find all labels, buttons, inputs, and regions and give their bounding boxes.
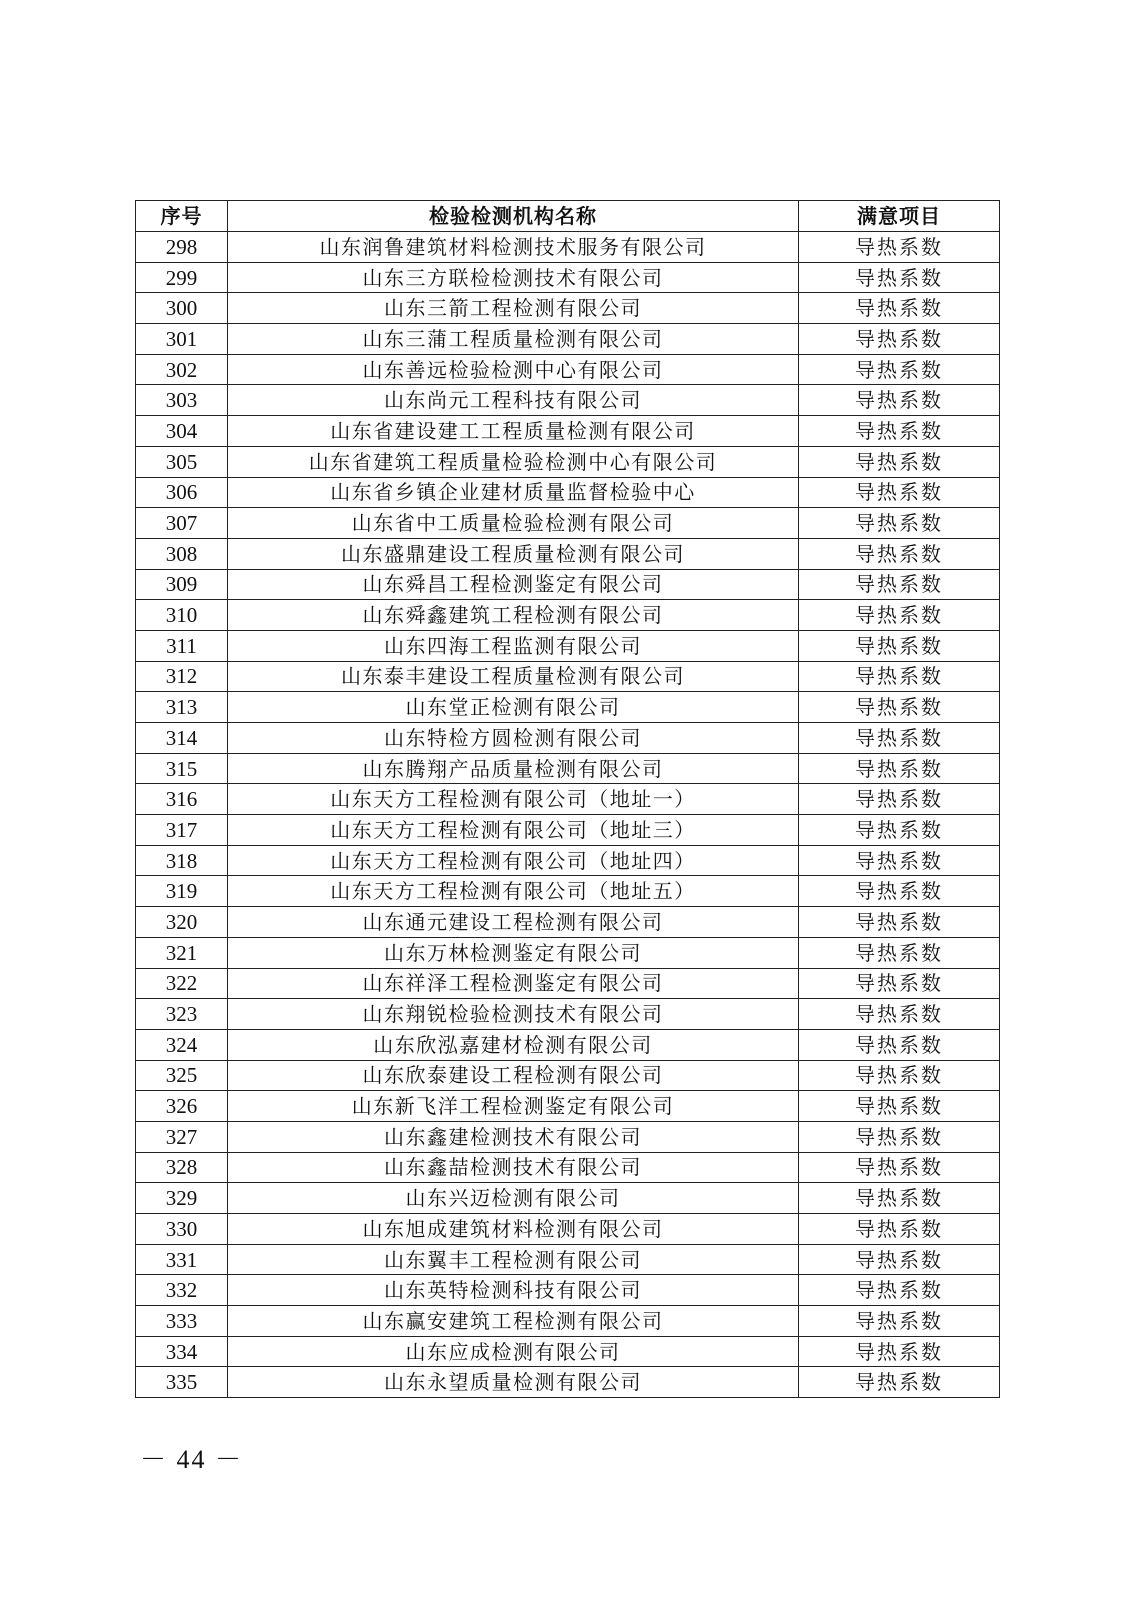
row-satisfactory-item: 导热系数: [799, 293, 1000, 324]
row-satisfactory-item: 导热系数: [799, 569, 1000, 600]
row-institution-name: 山东润鲁建筑材料检测技术服务有限公司: [228, 232, 799, 263]
row-satisfactory-item: 导热系数: [799, 1244, 1000, 1275]
row-satisfactory-item: 导热系数: [799, 1306, 1000, 1337]
row-serial-number: 323: [136, 999, 228, 1030]
row-institution-name: 山东特检方圆检测有限公司: [228, 723, 799, 754]
row-institution-name: 山东三箭工程检测有限公司: [228, 293, 799, 324]
header-satisfactory-item: 满意项目: [799, 201, 1000, 232]
row-serial-number: 334: [136, 1336, 228, 1367]
table-row: [136, 1367, 1000, 1398]
table-row: [136, 845, 1000, 876]
row-satisfactory-item: 导热系数: [799, 416, 1000, 447]
row-satisfactory-item: 导热系数: [799, 1091, 1000, 1122]
row-serial-number: 307: [136, 508, 228, 539]
row-satisfactory-item: 导热系数: [799, 262, 1000, 293]
row-serial-number: 324: [136, 1029, 228, 1060]
row-serial-number: 317: [136, 815, 228, 846]
table-row: [136, 416, 1000, 447]
table-row: [136, 508, 1000, 539]
row-serial-number: 330: [136, 1214, 228, 1245]
row-satisfactory-item: 导热系数: [799, 630, 1000, 661]
row-serial-number: 318: [136, 845, 228, 876]
row-satisfactory-item: 导热系数: [799, 723, 1000, 754]
row-institution-name: 山东旭成建筑材料检测有限公司: [228, 1214, 799, 1245]
row-institution-name: 山东善远检验检测中心有限公司: [228, 354, 799, 385]
row-institution-name: 山东应成检测有限公司: [228, 1336, 799, 1367]
table-row: [136, 1121, 1000, 1152]
row-serial-number: 302: [136, 354, 228, 385]
row-serial-number: 306: [136, 477, 228, 508]
row-satisfactory-item: 导热系数: [799, 1029, 1000, 1060]
row-serial-number: 316: [136, 784, 228, 815]
row-serial-number: 314: [136, 723, 228, 754]
row-satisfactory-item: 导热系数: [799, 1336, 1000, 1367]
row-institution-name: 山东翼丰工程检测有限公司: [228, 1244, 799, 1275]
table-header: [136, 201, 1000, 232]
row-serial-number: 333: [136, 1306, 228, 1337]
row-satisfactory-item: 导热系数: [799, 784, 1000, 815]
table-row: [136, 1336, 1000, 1367]
header-institution-name: 检验检测机构名称: [228, 201, 799, 232]
row-serial-number: 320: [136, 907, 228, 938]
table-row: [136, 1091, 1000, 1122]
row-satisfactory-item: 导热系数: [799, 692, 1000, 723]
row-satisfactory-item: 导热系数: [799, 907, 1000, 938]
row-institution-name: 山东四海工程监测有限公司: [228, 630, 799, 661]
row-institution-name: 山东鑫建检测技术有限公司: [228, 1121, 799, 1152]
table-row: [136, 999, 1000, 1030]
row-satisfactory-item: 导热系数: [799, 385, 1000, 416]
row-institution-name: 山东天方工程检测有限公司（地址一）: [228, 784, 799, 815]
row-serial-number: 312: [136, 661, 228, 692]
row-institution-name: 山东省中工质量检验检测有限公司: [228, 508, 799, 539]
row-serial-number: 311: [136, 630, 228, 661]
row-serial-number: 310: [136, 600, 228, 631]
row-serial-number: 322: [136, 968, 228, 999]
row-institution-name: 山东鑫喆检测技术有限公司: [228, 1152, 799, 1183]
institution-table: [135, 200, 1000, 1398]
row-institution-name: 山东翔锐检验检测技术有限公司: [228, 999, 799, 1030]
table-row: [136, 446, 1000, 477]
row-satisfactory-item: 导热系数: [799, 1214, 1000, 1245]
row-institution-name: 山东省乡镇企业建材质量监督检验中心: [228, 477, 799, 508]
table-row: [136, 538, 1000, 569]
page-number: － 44 －: [140, 1445, 244, 1474]
row-satisfactory-item: 导热系数: [799, 845, 1000, 876]
row-satisfactory-item: 导热系数: [799, 446, 1000, 477]
table-row: [136, 1275, 1000, 1306]
table-row: [136, 784, 1000, 815]
table-row: [136, 569, 1000, 600]
table-row: [136, 661, 1000, 692]
row-satisfactory-item: 导热系数: [799, 937, 1000, 968]
table-row: [136, 876, 1000, 907]
row-satisfactory-item: 导热系数: [799, 1275, 1000, 1306]
row-satisfactory-item: 导热系数: [799, 477, 1000, 508]
row-institution-name: 山东尚元工程科技有限公司: [228, 385, 799, 416]
table-row: [136, 600, 1000, 631]
row-institution-name: 山东通元建设工程检测有限公司: [228, 907, 799, 938]
row-serial-number: 331: [136, 1244, 228, 1275]
row-institution-name: 山东天方工程检测有限公司（地址五）: [228, 876, 799, 907]
table-row: [136, 1244, 1000, 1275]
table-row: [136, 262, 1000, 293]
row-satisfactory-item: 导热系数: [799, 508, 1000, 539]
row-serial-number: 300: [136, 293, 228, 324]
table-row: [136, 324, 1000, 355]
row-institution-name: 山东腾翔产品质量检测有限公司: [228, 753, 799, 784]
row-serial-number: 304: [136, 416, 228, 447]
row-serial-number: 313: [136, 692, 228, 723]
row-satisfactory-item: 导热系数: [799, 1121, 1000, 1152]
table-row: [136, 354, 1000, 385]
row-institution-name: 山东舜鑫建筑工程检测有限公司: [228, 600, 799, 631]
row-serial-number: 329: [136, 1183, 228, 1214]
row-serial-number: 326: [136, 1091, 228, 1122]
table-row: [136, 1060, 1000, 1091]
table-row: [136, 630, 1000, 661]
row-satisfactory-item: 导热系数: [799, 1367, 1000, 1398]
row-serial-number: 299: [136, 262, 228, 293]
row-institution-name: 山东英特检测科技有限公司: [228, 1275, 799, 1306]
row-institution-name: 山东天方工程检测有限公司（地址三）: [228, 815, 799, 846]
table-row: [136, 937, 1000, 968]
table-row: [136, 815, 1000, 846]
row-satisfactory-item: 导热系数: [799, 968, 1000, 999]
row-serial-number: 309: [136, 569, 228, 600]
row-institution-name: 山东三方联检检测技术有限公司: [228, 262, 799, 293]
row-institution-name: 山东永望质量检测有限公司: [228, 1367, 799, 1398]
row-institution-name: 山东省建筑工程质量检验检测中心有限公司: [228, 446, 799, 477]
row-institution-name: 山东祥泽工程检测鉴定有限公司: [228, 968, 799, 999]
row-satisfactory-item: 导热系数: [799, 999, 1000, 1030]
row-satisfactory-item: 导热系数: [799, 661, 1000, 692]
row-serial-number: 332: [136, 1275, 228, 1306]
row-satisfactory-item: 导热系数: [799, 1152, 1000, 1183]
row-serial-number: 321: [136, 937, 228, 968]
table-row: [136, 753, 1000, 784]
table-row: [136, 692, 1000, 723]
row-institution-name: 山东三蒲工程质量检测有限公司: [228, 324, 799, 355]
row-institution-name: 山东泰丰建设工程质量检测有限公司: [228, 661, 799, 692]
row-institution-name: 山东万林检测鉴定有限公司: [228, 937, 799, 968]
table-row: [136, 1183, 1000, 1214]
table-row: [136, 293, 1000, 324]
row-serial-number: 327: [136, 1121, 228, 1152]
row-serial-number: 305: [136, 446, 228, 477]
row-serial-number: 303: [136, 385, 228, 416]
row-satisfactory-item: 导热系数: [799, 753, 1000, 784]
row-satisfactory-item: 导热系数: [799, 1060, 1000, 1091]
row-institution-name: 山东赢安建筑工程检测有限公司: [228, 1306, 799, 1337]
table-row: [136, 477, 1000, 508]
table-row: [136, 232, 1000, 263]
table-row: [136, 1306, 1000, 1337]
row-serial-number: 308: [136, 538, 228, 569]
row-satisfactory-item: 导热系数: [799, 324, 1000, 355]
row-satisfactory-item: 导热系数: [799, 1183, 1000, 1214]
row-institution-name: 山东欣泰建设工程检测有限公司: [228, 1060, 799, 1091]
row-serial-number: 328: [136, 1152, 228, 1183]
row-institution-name: 山东盛鼎建设工程质量检测有限公司: [228, 538, 799, 569]
table-row: [136, 1214, 1000, 1245]
row-satisfactory-item: 导热系数: [799, 232, 1000, 263]
row-satisfactory-item: 导热系数: [799, 876, 1000, 907]
row-satisfactory-item: 导热系数: [799, 354, 1000, 385]
row-institution-name: 山东省建设建工工程质量检测有限公司: [228, 416, 799, 447]
row-serial-number: 325: [136, 1060, 228, 1091]
header-row: [136, 201, 1000, 232]
table-row: [136, 385, 1000, 416]
row-satisfactory-item: 导热系数: [799, 538, 1000, 569]
row-institution-name: 山东舜昌工程检测鉴定有限公司: [228, 569, 799, 600]
table-row: [136, 723, 1000, 754]
table-row: [136, 907, 1000, 938]
table-body: [136, 232, 1000, 1398]
row-institution-name: 山东兴迈检测有限公司: [228, 1183, 799, 1214]
row-serial-number: 315: [136, 753, 228, 784]
table-row: [136, 968, 1000, 999]
row-serial-number: 298: [136, 232, 228, 263]
row-serial-number: 301: [136, 324, 228, 355]
row-serial-number: 335: [136, 1367, 228, 1398]
row-satisfactory-item: 导热系数: [799, 600, 1000, 631]
table-row: [136, 1152, 1000, 1183]
row-satisfactory-item: 导热系数: [799, 815, 1000, 846]
table-row: [136, 1029, 1000, 1060]
row-serial-number: 319: [136, 876, 228, 907]
row-institution-name: 山东堂正检测有限公司: [228, 692, 799, 723]
row-institution-name: 山东欣泓嘉建材检测有限公司: [228, 1029, 799, 1060]
row-institution-name: 山东新飞洋工程检测鉴定有限公司: [228, 1091, 799, 1122]
row-institution-name: 山东天方工程检测有限公司（地址四）: [228, 845, 799, 876]
header-serial-number: 序号: [136, 201, 228, 232]
